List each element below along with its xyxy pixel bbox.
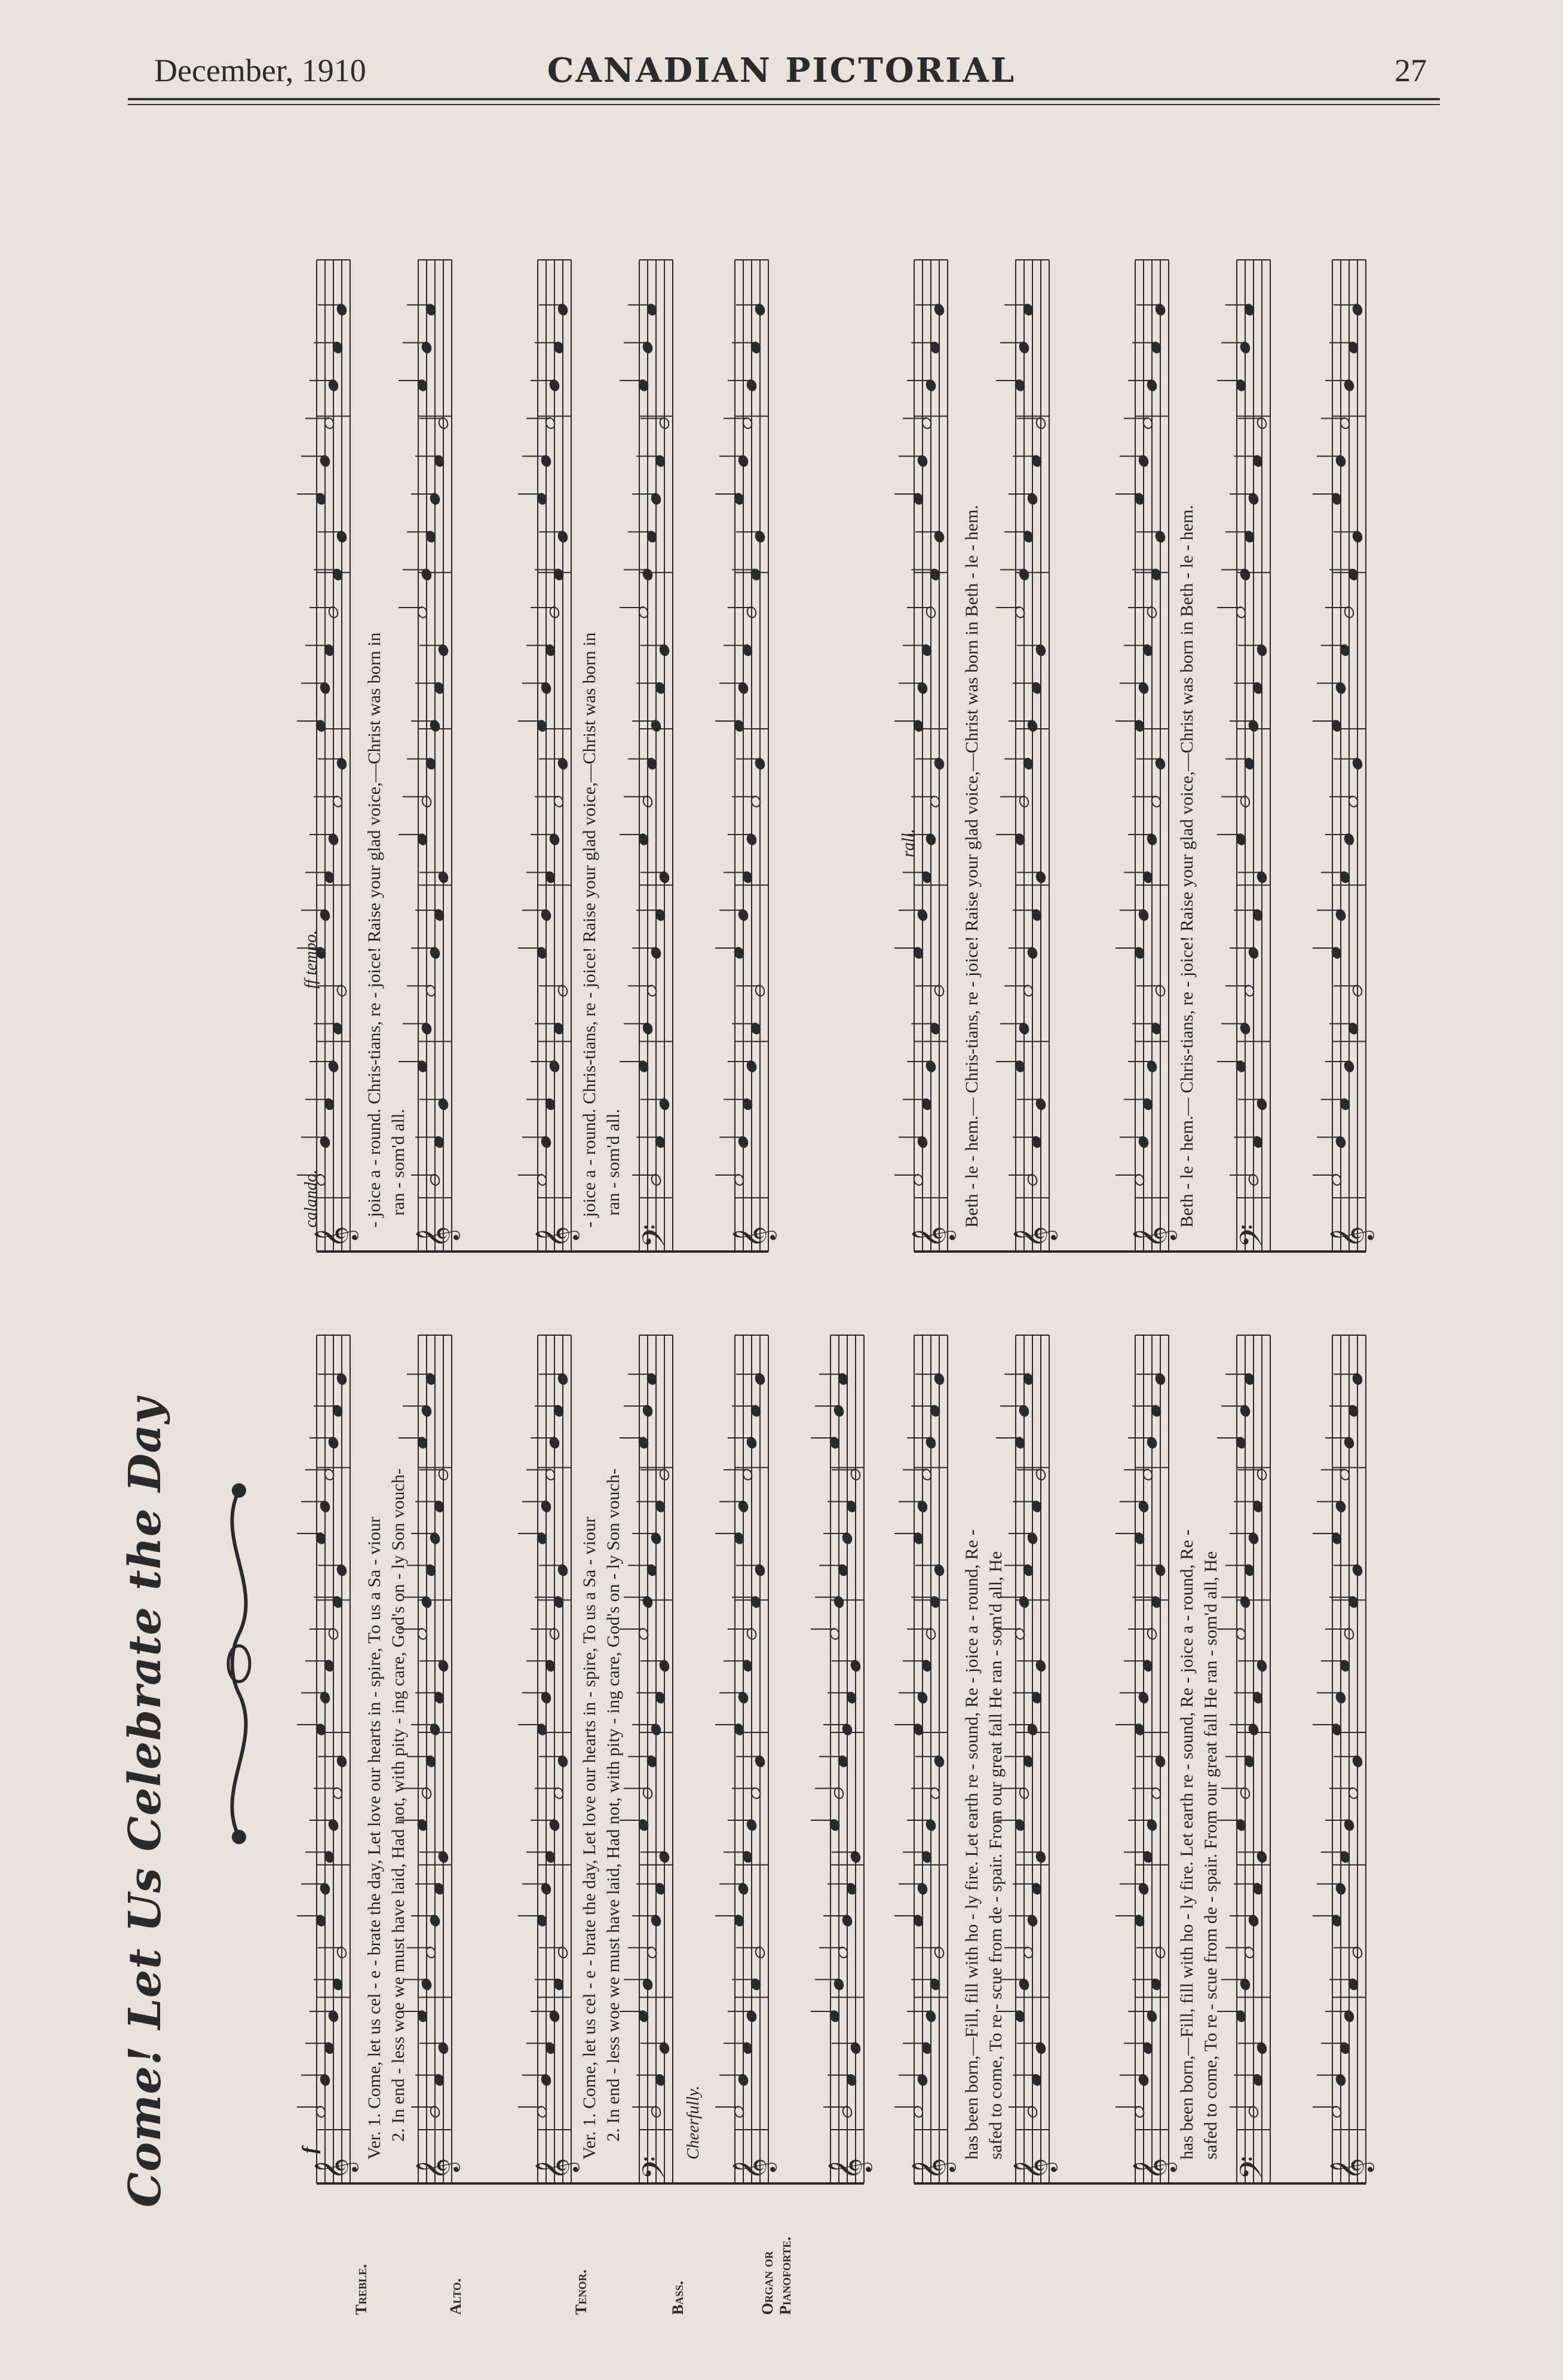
dynamic-rall: rall. — [899, 829, 918, 857]
clef-icon: 𝄢 — [636, 2156, 679, 2180]
clef-icon: 𝄞 — [1012, 2158, 1056, 2180]
clef-icon: 𝄞 — [415, 2158, 458, 2180]
clef-icon: 𝄞 — [313, 2158, 357, 2180]
label-tenor: Tenor. — [572, 2269, 590, 2315]
dynamic-f: f — [299, 2146, 321, 2154]
label-treble: Treble. — [353, 2264, 370, 2315]
label-organ: Organ or Pianoforte. — [759, 2237, 794, 2315]
clef-icon: 𝄞 — [911, 2158, 954, 2180]
lyric-verse1-s3: - joice a - round. Chris-tians, re - joice! Raise your glad voice,—Christ was born in — [364, 632, 384, 1228]
clef-icon: 𝄞 — [827, 2158, 871, 2180]
lyric-verse1-s2: has been born,—Fill, fill with ho - ly fire. Let earth re - sound, Re - joice a - round, Re - — [962, 1529, 982, 2160]
clef-icon: 𝄞 — [911, 1226, 954, 1248]
clef-icon: 𝄞 — [1012, 1226, 1056, 1248]
song-title: Come! Let Us Celebrate the Day — [119, 1397, 171, 2207]
lyric-verse2-s1: 2. In end - less woe we must have laid, Had not, with pity - ing care, God's on - ly Son vouch- — [388, 1468, 408, 2142]
clef-icon: 𝄞 — [1329, 2158, 1372, 2180]
header-rule-thin — [128, 104, 1440, 105]
lyric-tenor-verse1-s3: - joice a - round. Chris-tians, re - joice! Raise your glad voice,—Christ was born in — [580, 632, 599, 1228]
title-ornament-icon — [209, 1455, 269, 1873]
lyric-tenor-verse1-s2: has been born,—Fill, fill with ho - ly fire. Let earth re - sound, Re - joice a - round, Re - — [1177, 1529, 1197, 2160]
label-alto: Alto. — [447, 2278, 464, 2315]
lyric-tenor-verse2-s2: safed to come, To re - scue from de - spair. From our great fall He ran - som'd all, He — [1201, 1551, 1221, 2160]
label-bass: Bass. — [669, 2281, 687, 2315]
lyric-verse1-s4: Beth - le - hem.— Chris-tians, re - joice! Raise your glad voice,—Christ was born in Beth - le - hem. — [962, 505, 982, 1228]
header-rule — [128, 98, 1440, 100]
lyric-verse2-s2: safed to come, To re - scue from de - spair. From our great fall He ran - som'd all, He — [986, 1551, 1006, 2160]
clef-icon: 𝄞 — [534, 1226, 578, 1248]
system-2 — [890, 1323, 1428, 2339]
lyric-tenor-verse2-s1: 2. In end - less woe we must have laid, Had not, with pity - ing care, God's on - ly Son vouch- — [603, 1468, 623, 2142]
sheet-music — [119, 248, 1458, 2339]
dynamic-ff-tempo: ff tempo. — [302, 930, 320, 989]
clef-icon: 𝄞 — [731, 2158, 775, 2180]
clef-icon: 𝄢 — [1233, 2156, 1277, 2180]
magazine-title: CANADIAN PICTORIAL — [547, 51, 1016, 90]
clef-icon: 𝄞 — [1132, 1226, 1175, 1248]
clef-icon: 𝄞 — [313, 1226, 357, 1248]
clef-icon: 𝄢 — [1233, 1224, 1277, 1248]
system-3 — [293, 248, 830, 1263]
clef-icon: 𝄞 — [415, 1226, 458, 1248]
clef-icon: 𝄞 — [1329, 1226, 1372, 1248]
lyric-verse1-s1: Ver. 1. Come, let us cel - e - brate the day, Let love our hearts in - spire, To us a Sa - viour — [364, 1517, 384, 2160]
clef-icon: 𝄞 — [1132, 2158, 1175, 2180]
clef-icon: 𝄢 — [636, 1224, 679, 1248]
dynamic-calando: calando. — [302, 1169, 320, 1228]
lyric-tenor-verse2-s3: ran - som'd all. — [603, 1109, 623, 1216]
tempo-marking: Cheerfully. — [684, 2085, 703, 2160]
page-header — [0, 0, 1563, 114]
page-number: 27 — [1395, 53, 1427, 88]
system-4 — [890, 248, 1428, 1263]
lyric-verse2-s3: ran - som'd all. — [388, 1109, 408, 1216]
issue-date: December, 1910 — [154, 53, 366, 88]
lyric-tenor-verse1-s4: Beth - le - hem.— Chris-tians, re - joice! Raise your glad voice,—Christ was born in Beth - le - hem. — [1177, 505, 1197, 1228]
lyric-tenor-verse1-s1: Ver. 1. Come, let us cel - e - brate the day, Let love our hearts in - spire, To us a Sa - viour — [580, 1517, 599, 2160]
clef-icon: 𝄞 — [731, 1226, 775, 1248]
clef-icon: 𝄞 — [534, 2158, 578, 2180]
